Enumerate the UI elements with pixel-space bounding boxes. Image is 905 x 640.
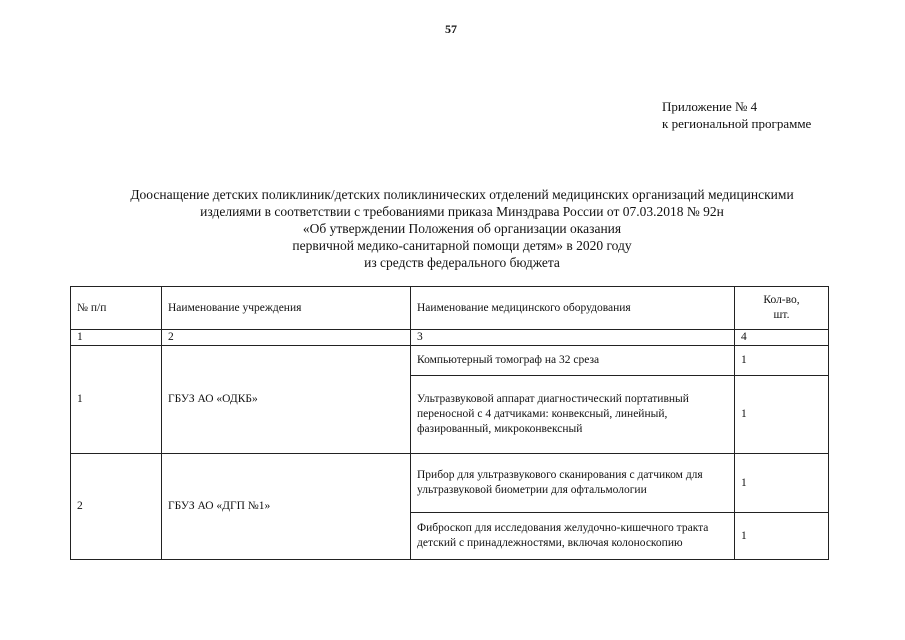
equipment-qty: 1 [735, 513, 829, 560]
header-qty [735, 287, 829, 330]
column-index-cell: 3 [411, 330, 735, 346]
header-num: № п/п [71, 287, 162, 330]
equipment-qty: 1 [735, 376, 829, 454]
equipment-name: Компьютерный томограф на 32 среза [411, 346, 735, 376]
appendix-note [662, 98, 892, 132]
title-line-5: из средств федерального бюджета [364, 255, 560, 270]
equipment-qty: 1 [735, 454, 829, 513]
equipment-qty: 1 [735, 346, 829, 376]
title-line-3: «Об утверждении Положения об организации оказания [302, 221, 622, 236]
column-index-row [71, 330, 829, 346]
header-qty-line-2: шт. [773, 309, 790, 321]
header-qty-line-1: Кол-во, [763, 294, 800, 306]
row-number: 1 [71, 346, 162, 454]
appendix-line-1: Приложение № 4 [662, 99, 758, 114]
equipment-name: Ультразвуковой аппарат диагностический портативный переносной с 4 датчиками: конвексный, линейный, фазированный, микроконвексный [411, 376, 735, 454]
document-title [62, 186, 862, 271]
title-line-4: первичной медико-санитарной помощи детям» в 2020 году [292, 238, 632, 253]
institution-name: ГБУЗ АО «ДГП №1» [162, 454, 411, 560]
appendix-line-2: к региональной программе [662, 116, 812, 131]
title-line-1: Дооснащение детских поликлиник/детских поликлинических отделений медицинских организаций медицинскими [130, 187, 794, 202]
equipment-name: Прибор для ультразвукового сканирования с датчиком для ультразвуковой биометрии для офтальмологии [411, 454, 735, 513]
page-number: 57 [445, 22, 457, 36]
institution-name: ГБУЗ АО «ОДКБ» [162, 346, 411, 454]
header-equipment: Наименование медицинского оборудования [411, 287, 735, 330]
equipment-name: Фиброскоп для исследования желудочно-кишечного тракта детский с принадлежностями, включая колоноскопию [411, 513, 735, 560]
equipment-table [70, 286, 829, 560]
table-row [71, 454, 829, 513]
column-index-cell: 1 [71, 330, 162, 346]
header-institution: Наименование учреждения [162, 287, 411, 330]
table-row [71, 346, 829, 376]
column-index-cell: 2 [162, 330, 411, 346]
table-header-row [71, 287, 829, 330]
title-line-2: изделиями в соответствии с требованиями приказа Минздрава России от 07.03.2018 № 92н [200, 204, 724, 219]
row-number: 2 [71, 454, 162, 560]
column-index-cell: 4 [735, 330, 829, 346]
